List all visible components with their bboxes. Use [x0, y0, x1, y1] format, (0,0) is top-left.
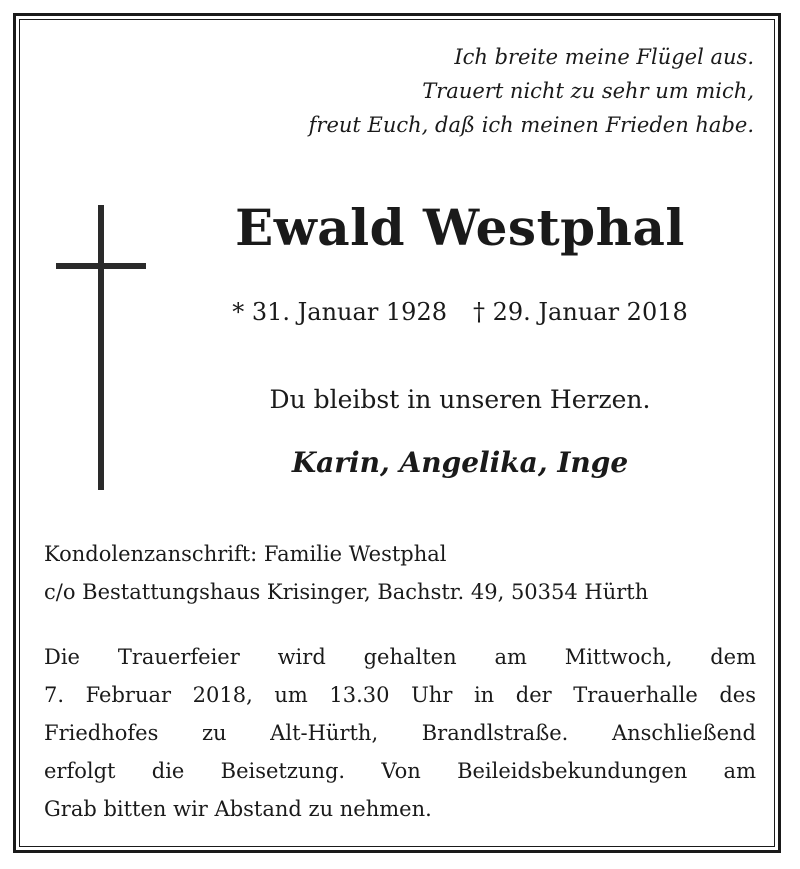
- life-dates: [200, 298, 720, 326]
- poem-line: Ich breite meine Flügel aus.: [454, 45, 754, 69]
- deceased-name: Ewald Westphal: [235, 198, 685, 257]
- poem: [309, 40, 754, 142]
- ceremony-notice: [44, 638, 756, 828]
- birth-date: * 31. Januar 1928: [232, 298, 447, 326]
- ceremony-line: erfolgt die Beisetzung. Von Beileidsbekundungen am: [44, 759, 756, 783]
- motto: Du bleibst in unseren Herzen.: [269, 385, 651, 414]
- condolence-address: [44, 535, 648, 611]
- ceremony-line: 7. Februar 2018, um 13.30 Uhr in der Trauerhalle des: [44, 683, 756, 707]
- ceremony-line: Die Trauerfeier wird gehalten am Mittwoch, dem: [44, 645, 756, 669]
- poem-line: Trauert nicht zu sehr um mich,: [422, 79, 754, 103]
- family-names: Karin, Angelika, Inge: [291, 446, 629, 479]
- ceremony-line: Grab bitten wir Abstand zu nehmen.: [44, 797, 432, 821]
- death-date: † 29. Januar 2018: [473, 298, 688, 326]
- ceremony-line: Friedhofes zu Alt-Hürth, Brandlstraße. Anschließend: [44, 721, 756, 745]
- cross-icon: [56, 205, 146, 490]
- poem-line: freut Euch, daß ich meinen Frieden habe.: [308, 113, 754, 137]
- address-line: c/o Bestattungshaus Krisinger, Bachstr. 49, 50354 Hürth: [44, 580, 649, 604]
- address-line: Kondolenzanschrift: Familie Westphal: [44, 542, 447, 566]
